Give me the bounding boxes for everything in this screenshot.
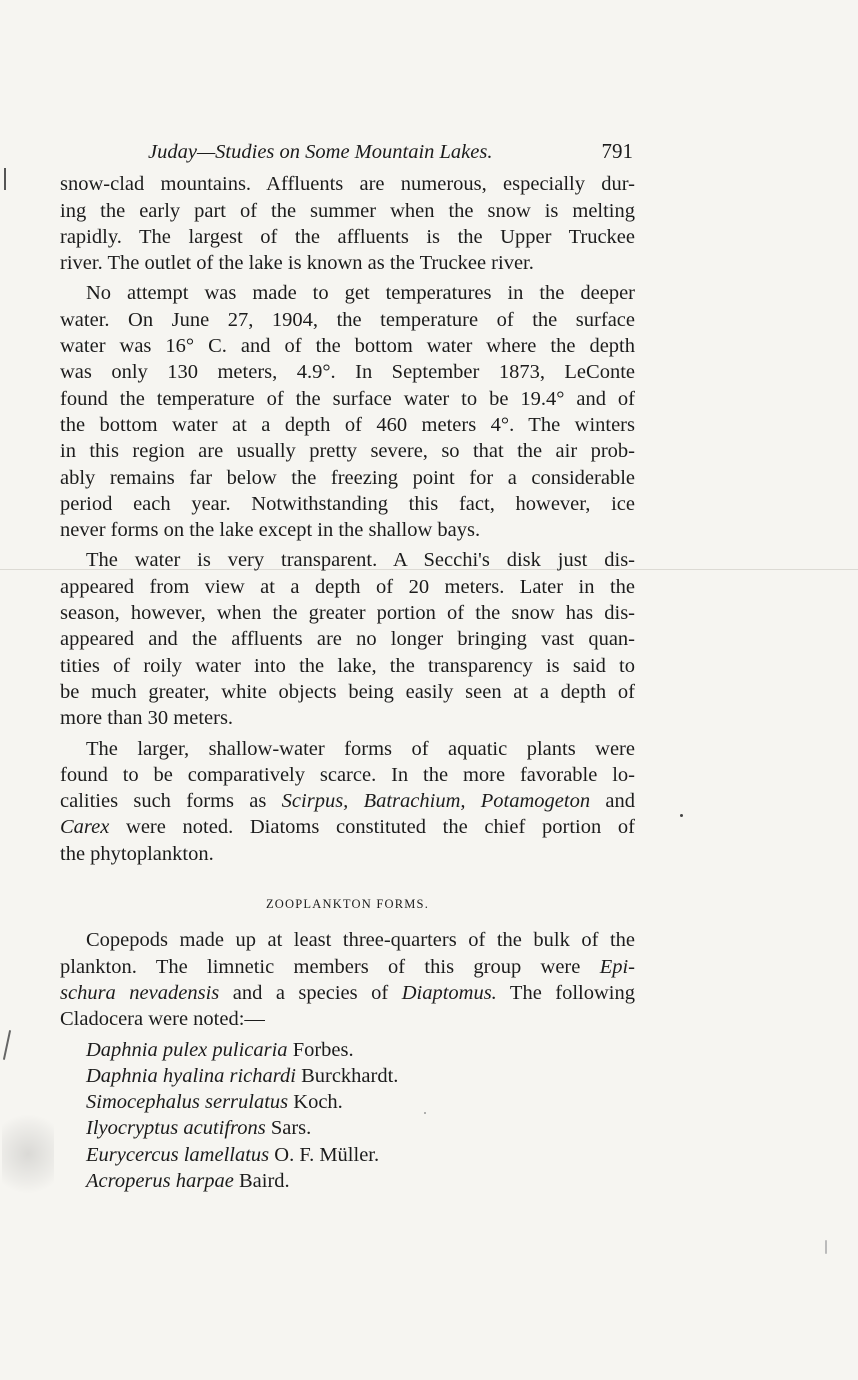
text-run: plankton. The limnetic members of this group were [60, 955, 600, 978]
paragraph-temperatures [60, 280, 635, 543]
text-line: rapidly. The largest of the affluents is the Upper Truckee [60, 225, 635, 248]
paragraph-aquatic-plants [60, 736, 635, 867]
text-run: and [590, 790, 635, 813]
species-item [86, 1115, 635, 1141]
species-authority: Koch. [288, 1091, 343, 1114]
paragraph-affluents [60, 171, 635, 276]
text-line [60, 980, 635, 1006]
text-line: The water is very transparent. A Secchi's disk just dis- [86, 549, 635, 572]
species-item [86, 1168, 635, 1194]
text-line: river. The outlet of the lake is known as the Truckee river. [60, 252, 534, 275]
species-authority: Baird. [233, 1169, 290, 1192]
species-name: Daphnia pulex pulicaria [86, 1038, 288, 1061]
text-line [60, 814, 635, 840]
text-line: No attempt was made to get temperatures in the deeper [86, 282, 635, 305]
text-line: water. On June 27, 1904, the temperature of the surface [60, 308, 635, 331]
text-line: was only 130 meters, 4.9°. In September 1873, LeConte [60, 361, 635, 384]
text-line: water was 16° C. and of the bottom water where the depth [60, 335, 635, 358]
species-authority: Sars. [265, 1117, 312, 1140]
speck [680, 814, 683, 817]
species-item [86, 1037, 635, 1063]
text-block [60, 138, 635, 1194]
genus-name: Diaptomus. [401, 981, 497, 1004]
text-line: found the temperature of the surface water to be 19.4° and of [60, 387, 635, 410]
text-line: Copepods made up at least three-quarters of the bulk of the [86, 929, 635, 952]
text-line: never forms on the lake except in the shallow bays. [60, 519, 481, 542]
species-name: Eurycercus lamellatus [86, 1143, 270, 1166]
speck [825, 1240, 827, 1254]
text-line: ably remains far below the freezing point for a considerable [60, 466, 635, 489]
text-line: appeared and the affluents are no longer bringing vast quan- [60, 628, 635, 651]
text-line: The larger, shallow-water forms of aquatic plants were [86, 737, 635, 760]
text-line: tities of roily water into the lake, the transparency is said to [60, 654, 635, 677]
edge-mark-middle [3, 1030, 11, 1060]
paragraph-transparency [60, 547, 635, 731]
species-authority: O. F. Müller. [269, 1143, 380, 1166]
species-list [60, 1037, 635, 1195]
text-run: The following [496, 981, 635, 1004]
species-name: Daphnia hyalina richardi [86, 1064, 296, 1087]
species-authority: Forbes. [287, 1038, 354, 1061]
species-name: Ilyocryptus acutifrons [86, 1117, 266, 1140]
text-line: Cladocera were noted:— [60, 1008, 265, 1031]
page-number: 791 [601, 139, 633, 163]
species-name: Epi- [599, 955, 635, 978]
text-line: the bottom water at a depth of 460 meters 4°. The winters [60, 413, 635, 436]
species-item [86, 1063, 635, 1089]
species-name: Acroperus harpae [86, 1169, 234, 1192]
species-name: Simocephalus serrulatus [86, 1091, 289, 1114]
text-line [60, 954, 635, 980]
text-line: ing the early part of the summer when the snow is melting [60, 199, 635, 222]
running-title: Juday—Studies on Some Mountain Lakes. [148, 141, 493, 163]
species-name: schura nevadensis [60, 981, 220, 1004]
text-line: season, however, when the greater portion of the snow has dis- [60, 602, 635, 625]
text-line: be much greater, white objects being easily seen at a depth of [60, 680, 635, 703]
text-line: period each year. Notwithstanding this fact, however, ice [60, 492, 635, 515]
paragraph-copepods [60, 927, 635, 1032]
genus-names: Scirpus, Batrachium, Potamogeton [281, 790, 591, 813]
text-line: in this region are usually pretty severe, so that the air prob- [60, 440, 635, 463]
text-line: more than 30 meters. [60, 707, 234, 730]
species-item [86, 1089, 635, 1115]
text-line: snow-clad mountains. Affluents are numerous, especially dur- [60, 173, 635, 196]
genus-name: Carex [60, 816, 110, 839]
species-item [86, 1142, 635, 1168]
scan-smudge [2, 1108, 54, 1200]
text-run: and a species of [219, 981, 402, 1004]
text-run: were noted. Diatoms constituted the chief portion of [109, 816, 635, 839]
text-line [60, 788, 635, 814]
text-line: the phytoplankton. [60, 842, 214, 865]
section-heading: ZOOPLANKTON FORMS. [265, 897, 430, 912]
species-authority: Burckhardt. [295, 1064, 399, 1087]
edge-mark-top [4, 168, 6, 190]
text-run: calities such forms as [60, 790, 282, 813]
text-line: found to be comparatively scarce. In the more favorable lo- [60, 763, 635, 786]
text-line: appeared from view at a depth of 20 meters. Later in the [60, 575, 635, 598]
running-head [60, 138, 635, 165]
